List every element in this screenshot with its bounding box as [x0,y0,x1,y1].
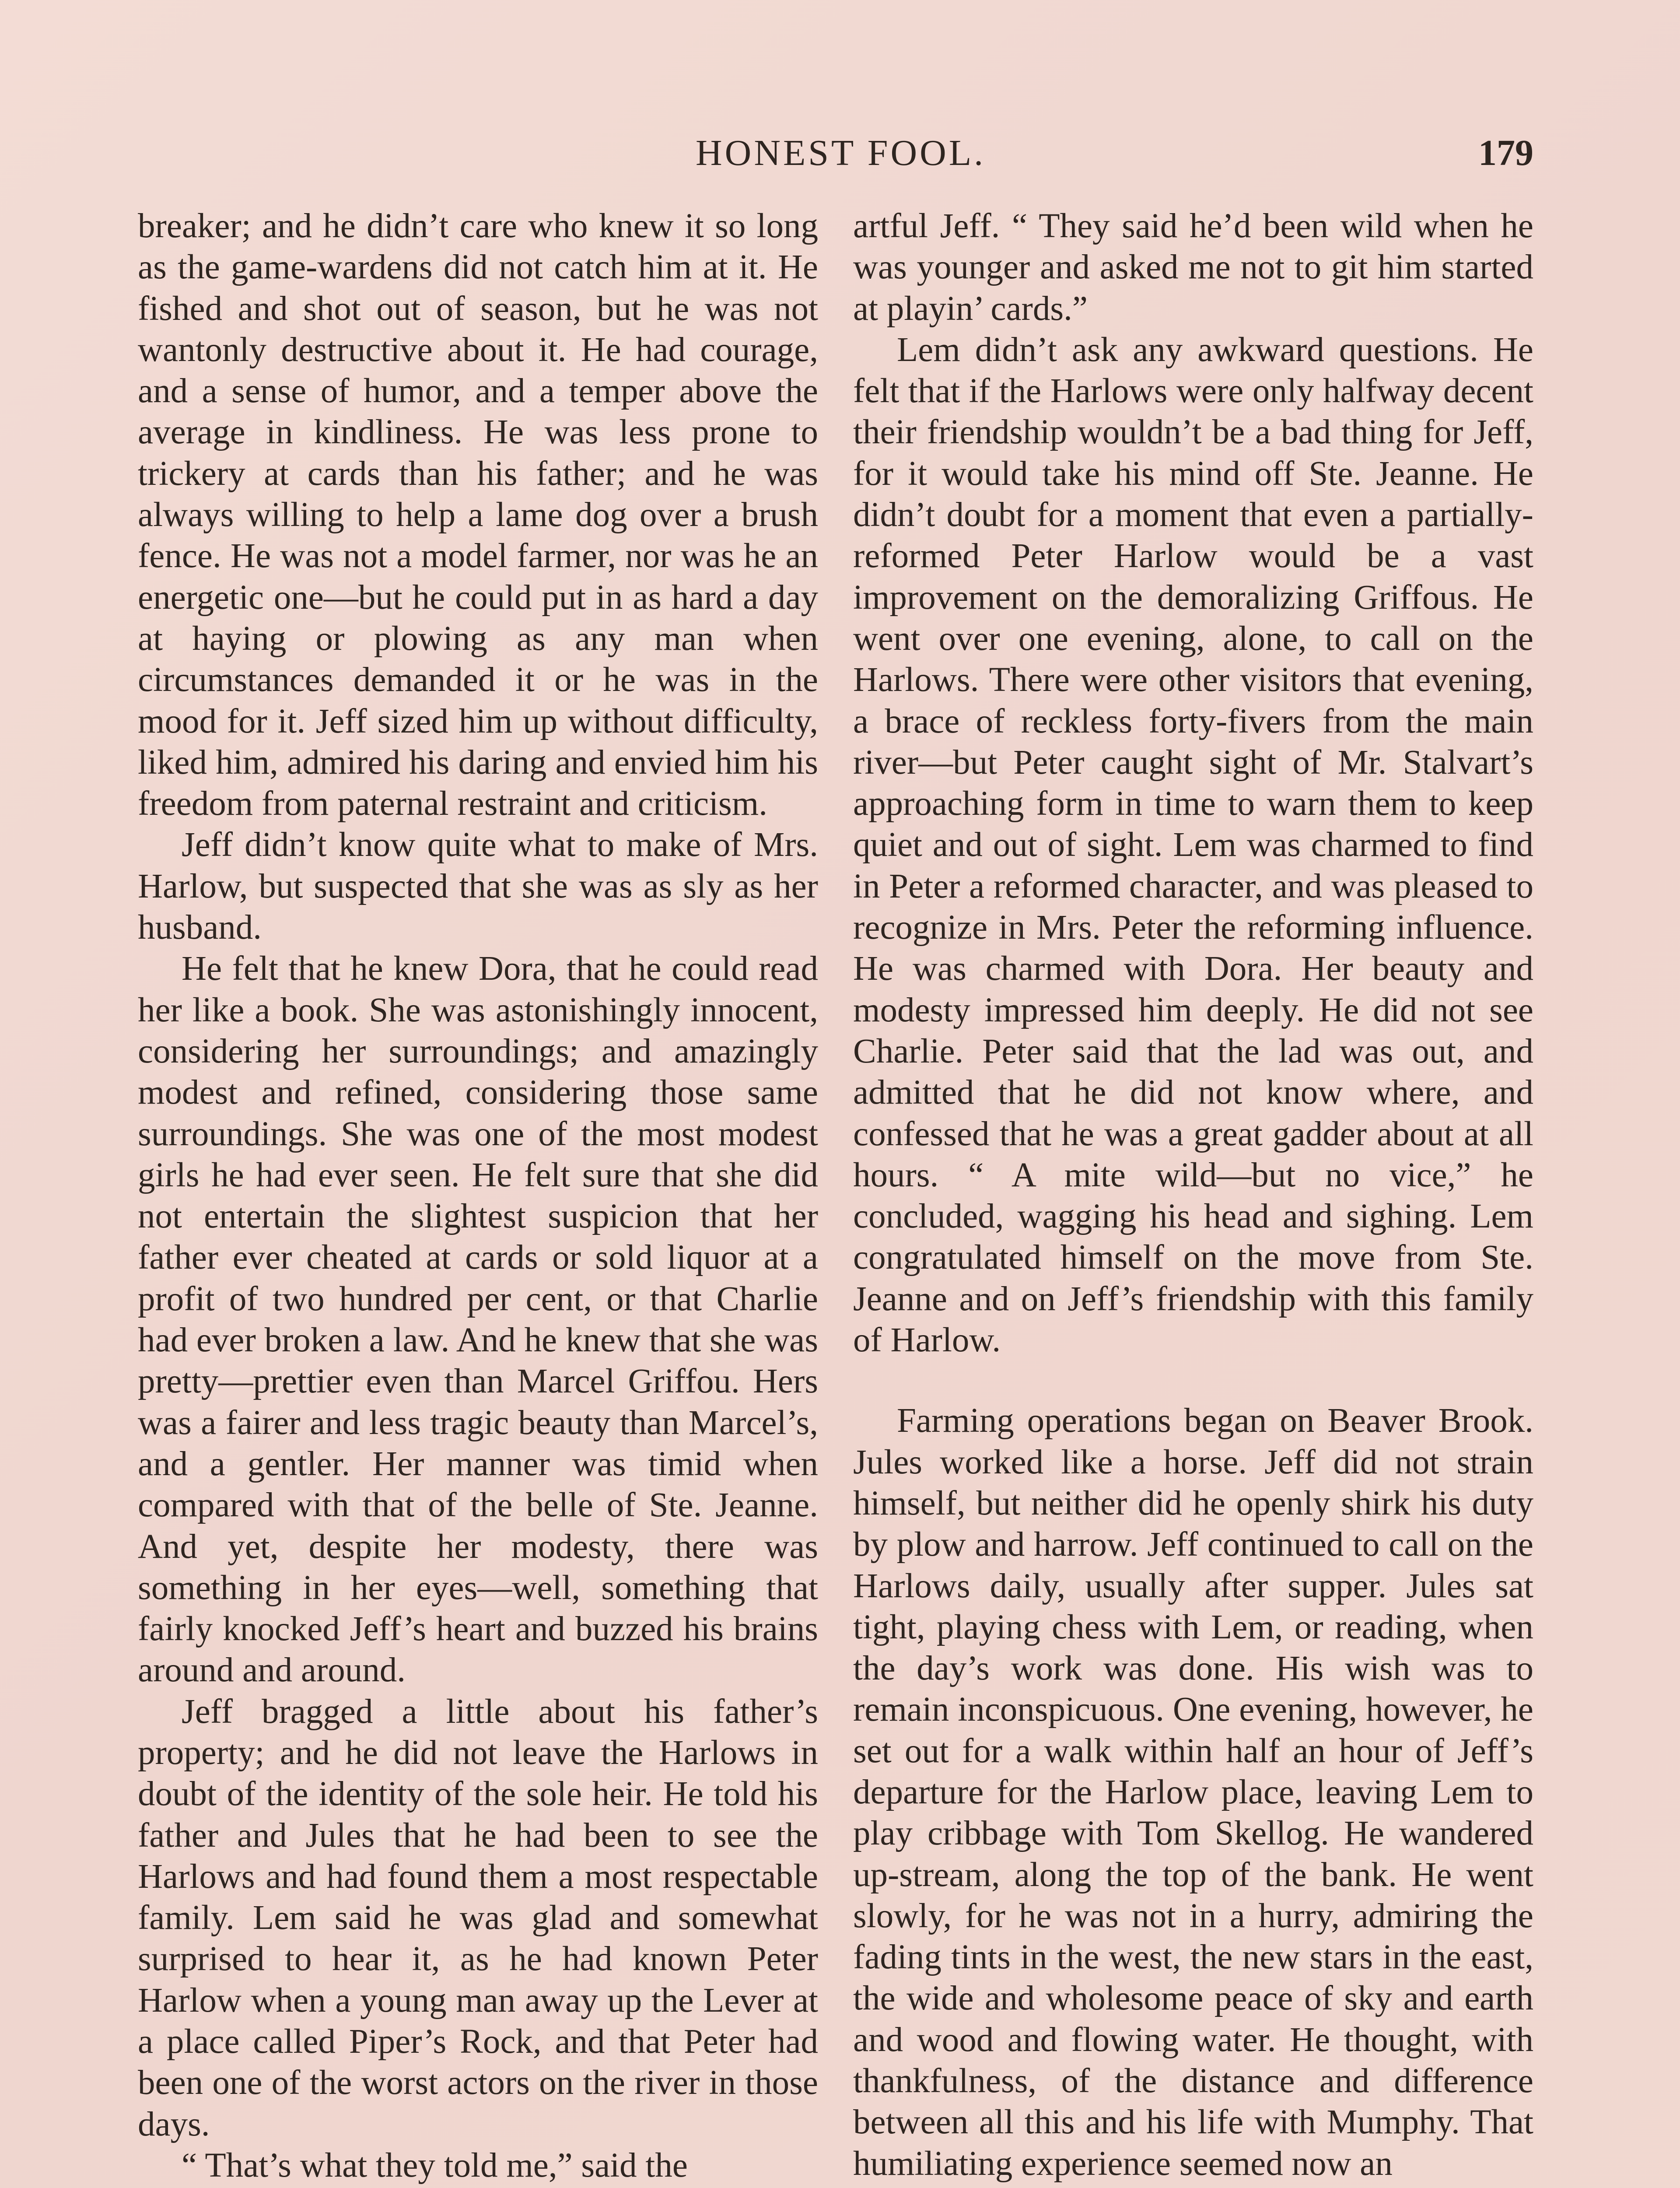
left-column [138,206,818,2186]
running-head: HONEST FOOL. [696,133,986,173]
paragraph: Lem didn’t ask any awkward questions. He felt that if the Harlows were only halfway decent their friendship wouldn’t be a bad thing for Jeff, for it would take his mind off Ste. Jeanne. He didn’t doubt for a moment that even a partially-reformed Peter Harlow would be a vast improvement on the demoralizing Griffous. He went over one evening, alone, to call on the Harlows. There were other visitors that evening, a brace of reckless forty-fivers from the main river—but Peter caught sight of Mr. Stalvart’s approaching form in time to warn them to keep quiet and out of sight. Lem was charmed to find in Peter a reformed character, and was pleased to recognize in Mrs. Peter the reforming influence. He was charmed with Dora. Her beauty and modesty impressed him deeply. He did not see Charlie. Peter said that the lad was out, and admitted that he did not know where, and confessed that he was a great gadder about at all hours. “ A mite wild—but no vice,” he concluded, wagging his head and sighing. Lem congratulated himself on the move from Ste. Jeanne and on Jeff’s friendship with this family of Harlow. [853,330,1533,1360]
paragraph: Jeff didn’t know quite what to make of Mrs. Harlow, but suspected that she was as sly as her husband. [138,826,818,947]
page-number: 179 [1478,133,1533,173]
paragraph: Farming operations began on Beaver Brook. Jules worked like a horse. Jeff did not strain himself, but neither did he openly shirk his duty by plow and harrow. Jeff continued to call on the Harlows daily, usually after supper. Jules sat tight, playing chess with Lem, or reading, when the day’s work was done. His wish was to remain inconspicuous. One evening, however, he set out for a walk within half an hour of Jeff’s departure for the Harlow place, leaving Lem to play cribbage with Tom Skellog. He wandered up-stream, along the top of the bank. He went slowly, for he was not in a hurry, admiring the fading tints in the west, the new stars in the east, the wide and wholesome peace of sky and earth and wood and flowing water. He thought, with thankfulness, of the distance and difference between all this and his life with Mumphy. That humiliating experience seemed now an [853,1402,1533,2183]
paragraph: Jeff bragged a little about his father’s property; and he did not leave the Harlows in doubt of the identity of the sole heir. He told his father and Jules that he had been to see the Harlows and had found them a most respectable family. Lem said he was glad and somewhat surprised to hear it, as he had known Peter Harlow when a young man away up the Lever at a place called Piper’s Rock, and that Peter had been one of the worst actors on the river in those days. [138,1692,818,2143]
paragraph: breaker; and he didn’t care who knew it so long as the game-wardens did not catch him at it. He fished and shot out of season, but he was not wantonly destructive about it. He had courage, and a sense of humor, and a temper above the average in kindliness. He was less prone to trickery at cards than his father; and he was always willing to help a lame dog over a brush fence. He was not a model farmer, nor was he an energetic one—but he could put in as hard a day at haying or plowing as any man when circumstances demanded it or he was in the mood for it. Jeff sized him up without difficulty, liked him, admired his daring and envied him his freedom from paternal restraint and criticism. [138,207,818,823]
paragraph: “ That’s what they told me,” said the [182,2146,688,2184]
paragraph: He felt that he knew Dora, that he could read her like a book. She was astonishingly innocent, considering her surroundings; and amazingly modest and refined, considering those same surroundings. She was one of the most modest girls he had ever seen. He felt sure that she did not entertain the slightest suspicion that her father ever cheated at cards or sold liquor at a profit of two hundred per cent, or that Charlie had ever broken a law. And he knew that she was pretty—prettier even than Marcel Griffou. Hers was a fairer and less tragic beauty than Marcel’s, and a gentler. Her manner was timid when compared with that of the belle of Ste. Jeanne. And yet, despite her modesty, there was something in her eyes—well, something that fairly knocked Jeff’s heart and buzzed his brains around and around. [138,950,818,1690]
paragraph: artful Jeff. “ They said he’d been wild when he was younger and asked me not to git him started at playin’ cards.” [853,207,1533,328]
right-column [853,206,1533,2184]
